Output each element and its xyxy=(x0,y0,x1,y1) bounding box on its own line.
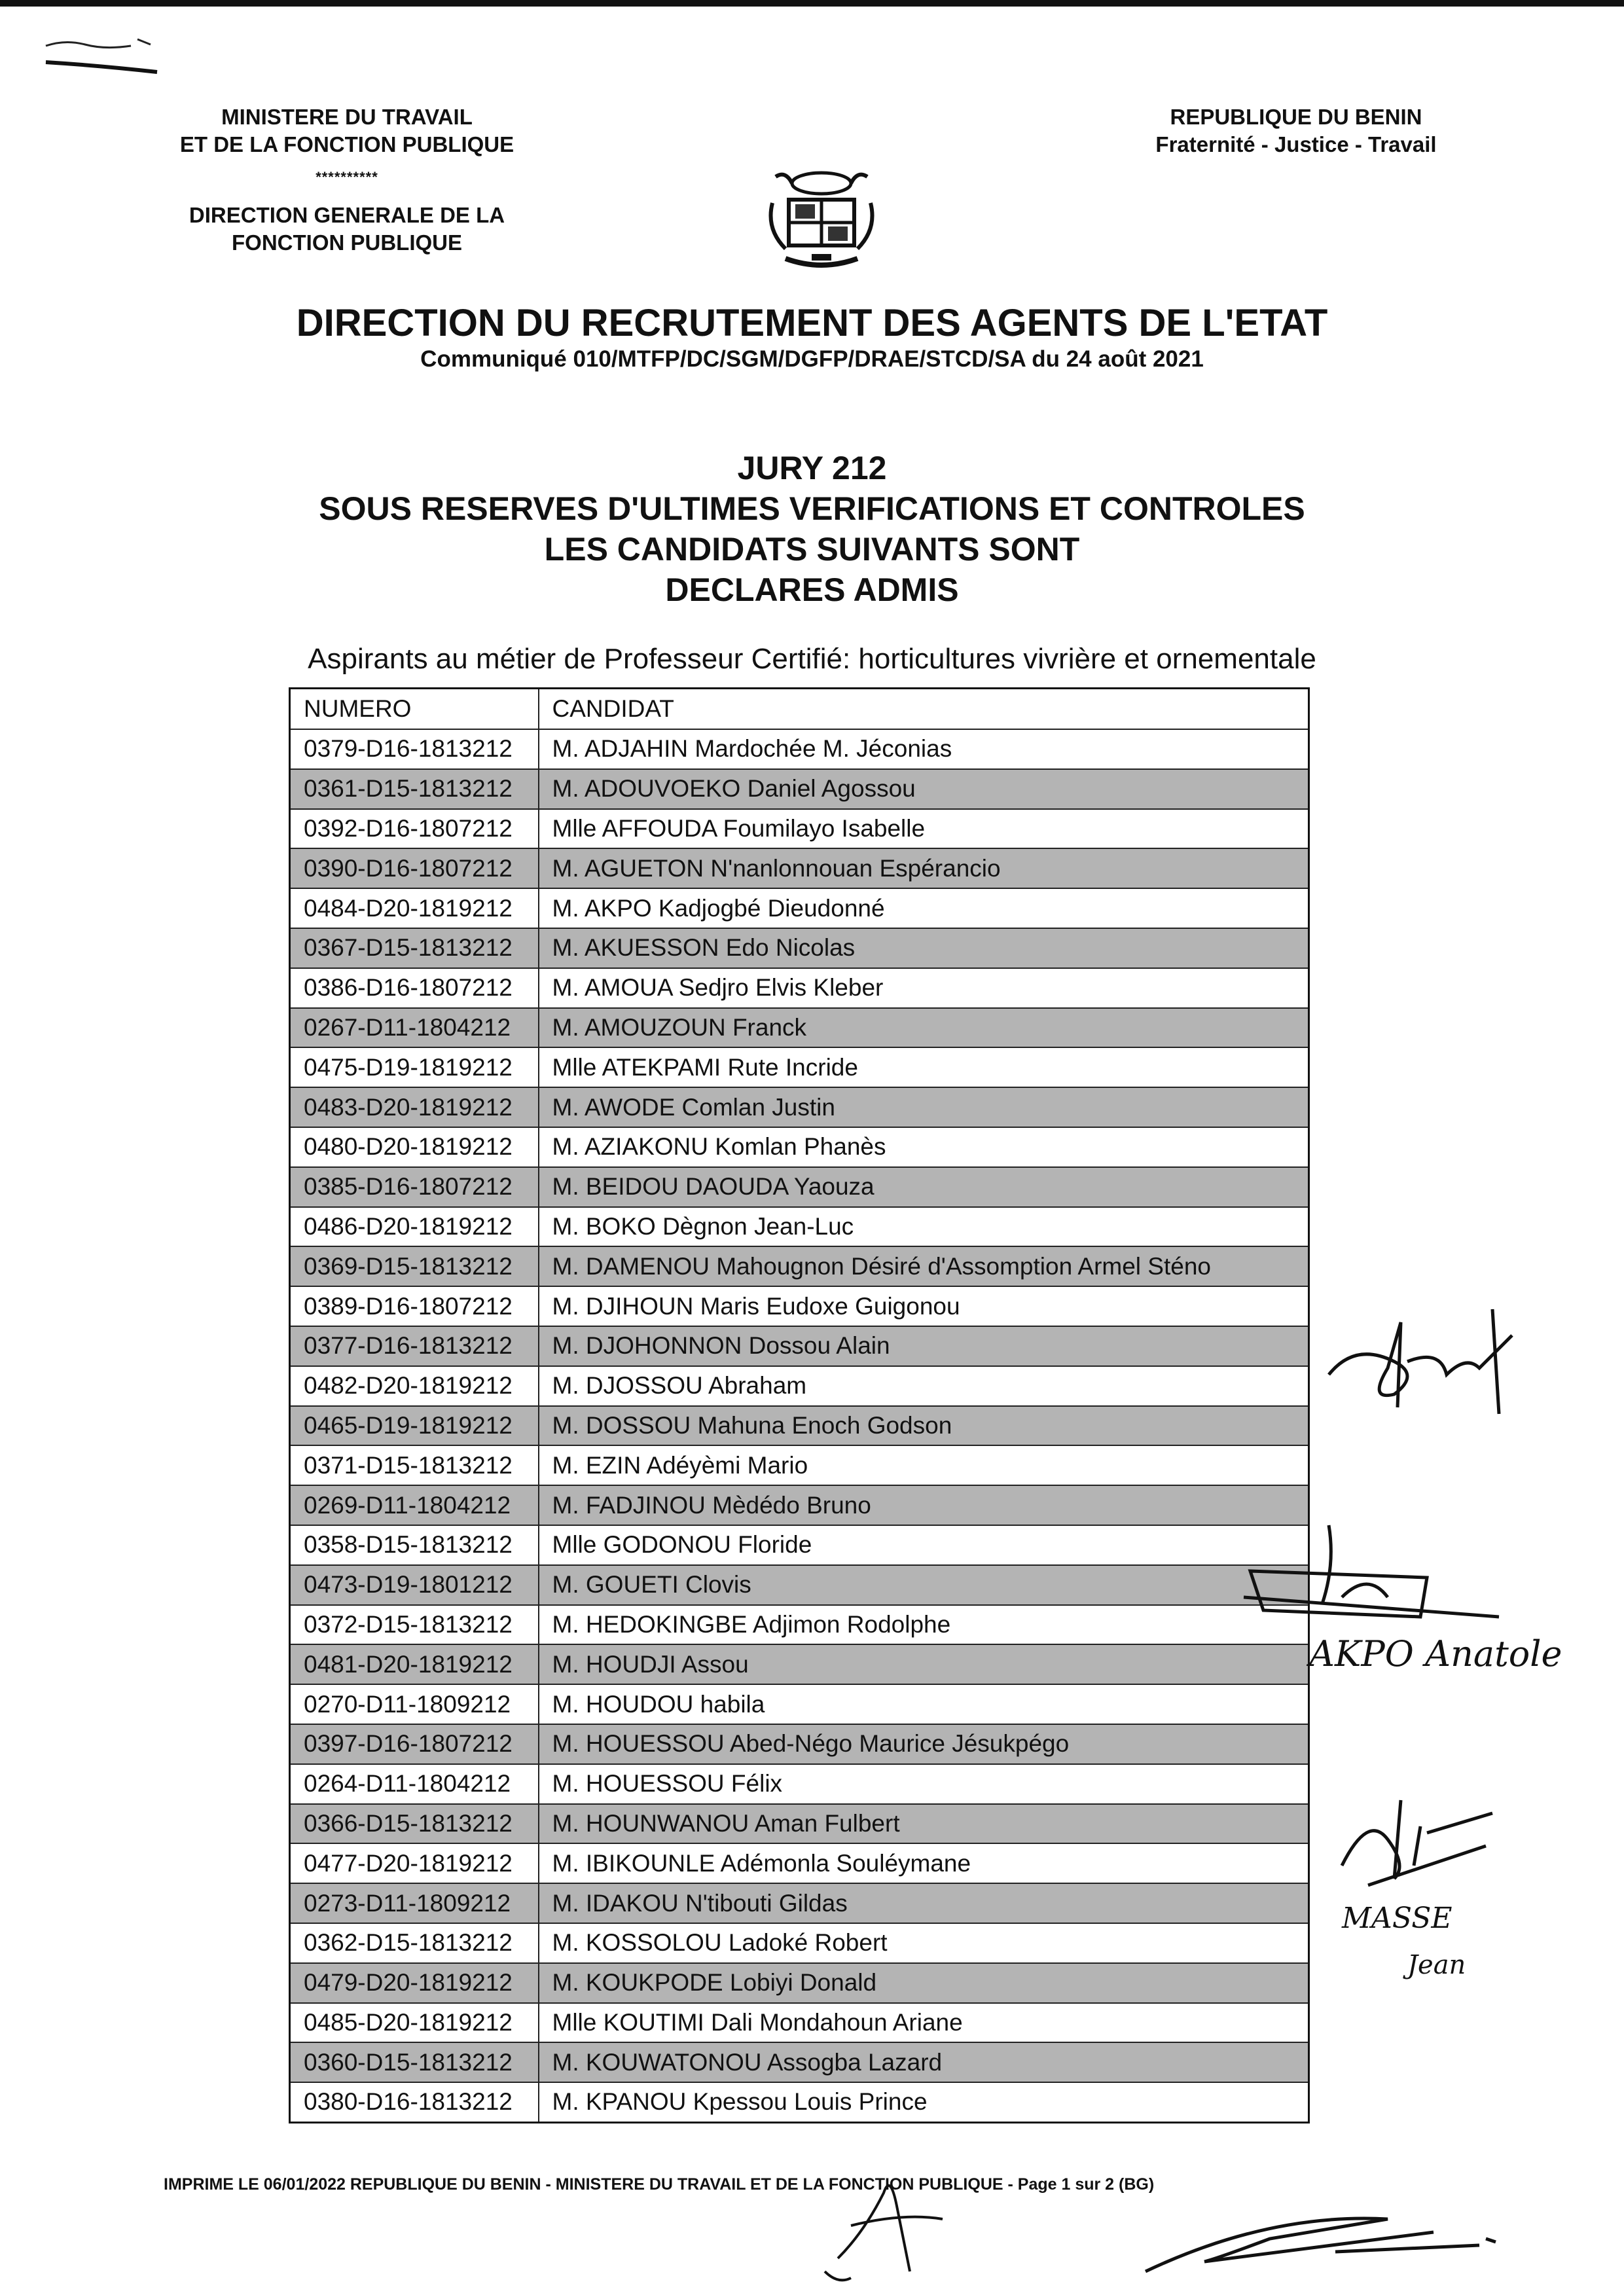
republic-motto: Fraternité - Justice - Travail xyxy=(1155,132,1437,156)
table-row xyxy=(290,928,1309,968)
candidate-name: M. FADJINOU Mèdédo Bruno xyxy=(539,1485,1309,1525)
candidate-name: M. KOUKPODE Lobiyi Donald xyxy=(539,1963,1309,2003)
candidate-number: 0482-D20-1819212 xyxy=(290,1366,539,1406)
candidate-name: M. AWODE Comlan Justin xyxy=(539,1087,1309,1127)
candidate-number: 0372-D15-1813212 xyxy=(290,1605,539,1645)
table-row xyxy=(290,1366,1309,1406)
candidate-number: 0479-D20-1819212 xyxy=(290,1963,539,2003)
republic-name: REPUBLIQUE DU BENIN xyxy=(1170,105,1422,129)
header-stars: ********** xyxy=(316,169,378,185)
table-row xyxy=(290,1525,1309,1565)
table-row xyxy=(290,809,1309,849)
candidate-number: 0385-D16-1807212 xyxy=(290,1167,539,1207)
candidate-number: 0273-D11-1809212 xyxy=(290,1883,539,1923)
table-row xyxy=(290,1843,1309,1883)
candidate-number: 0367-D15-1813212 xyxy=(290,928,539,968)
direction-generale-line-1: DIRECTION GENERALE DE LA xyxy=(189,203,505,227)
initials-icon xyxy=(812,2154,956,2285)
candidate-number: 0465-D19-1819212 xyxy=(290,1406,539,1446)
ministry-line-2: ET DE LA FONCTION PUBLIQUE xyxy=(179,132,514,156)
table-row xyxy=(290,1644,1309,1684)
ministry-header xyxy=(124,103,569,257)
candidate-name: M. HOUNWANOU Aman Fulbert xyxy=(539,1804,1309,1844)
candidate-name: M. DOSSOU Mahuna Enoch Godson xyxy=(539,1406,1309,1446)
candidate-number: 0264-D11-1804212 xyxy=(290,1764,539,1804)
candidate-number: 0484-D20-1819212 xyxy=(290,888,539,928)
candidate-number: 0389-D16-1807212 xyxy=(290,1286,539,1326)
candidate-name: M. DJOHONNON Dossou Alain xyxy=(539,1326,1309,1366)
candidate-number: 0371-D15-1813212 xyxy=(290,1445,539,1485)
table-row xyxy=(290,1605,1309,1645)
candidate-name: M. ADOUVOEKO Daniel Agossou xyxy=(539,769,1309,809)
candidate-number: 0390-D16-1807212 xyxy=(290,848,539,888)
signature-3-note-line-2: Jean xyxy=(1407,1950,1466,1980)
jury-announcement xyxy=(0,448,1624,610)
handwritten-initials-bottom xyxy=(812,2154,956,2285)
scan-pen-mark-icon xyxy=(39,26,170,79)
table-row xyxy=(290,2042,1309,2082)
table-row xyxy=(290,769,1309,809)
candidate-number: 0362-D15-1813212 xyxy=(290,1923,539,1963)
column-header-candidat: CANDIDAT xyxy=(539,689,1309,730)
table-row xyxy=(290,2082,1309,2122)
candidate-name: M. AMOUA Sedjro Elvis Kleber xyxy=(539,968,1309,1008)
signature-bottom-icon xyxy=(1139,2199,1506,2285)
table-row xyxy=(290,888,1309,928)
candidate-name: M. DJIHOUN Maris Eudoxe Guigonou xyxy=(539,1286,1309,1326)
candidate-number: 0360-D15-1813212 xyxy=(290,2042,539,2082)
print-footer: IMPRIME LE 06/01/2022 REPUBLIQUE DU BENIN - MINISTERE DU TRAVAIL ET DE LA FONCTION PUBLIQUE - Page 1 sur 2 (BG) xyxy=(164,2175,1155,2194)
table-row xyxy=(290,1963,1309,2003)
candidate-number: 0369-D15-1813212 xyxy=(290,1246,539,1286)
candidate-number: 0486-D20-1819212 xyxy=(290,1207,539,1247)
candidate-name: M. AZIAKONU Komlan Phanès xyxy=(539,1127,1309,1167)
candidate-name: Mlle ATEKPAMI Rute Incride xyxy=(539,1047,1309,1087)
candidate-number: 0480-D20-1819212 xyxy=(290,1127,539,1167)
candidate-number: 0267-D11-1804212 xyxy=(290,1008,539,1048)
candidate-number: 0386-D16-1807212 xyxy=(290,968,539,1008)
table-row xyxy=(290,1764,1309,1804)
candidate-name: M. HOUESSOU Abed-Négo Maurice Jésukpégo xyxy=(539,1724,1309,1764)
candidate-number: 0270-D11-1809212 xyxy=(290,1684,539,1724)
candidate-name: Mlle KOUTIMI Dali Mondahoun Ariane xyxy=(539,2003,1309,2043)
candidate-number: 0481-D20-1819212 xyxy=(290,1644,539,1684)
candidate-number: 0380-D16-1813212 xyxy=(290,2082,539,2122)
table-row xyxy=(290,1246,1309,1286)
candidate-number: 0473-D19-1801212 xyxy=(290,1565,539,1605)
table-row xyxy=(290,1684,1309,1724)
table-row xyxy=(290,1167,1309,1207)
candidate-number: 0358-D15-1813212 xyxy=(290,1525,539,1565)
candidate-name: M. KPANOU Kpessou Louis Prince xyxy=(539,2082,1309,2122)
candidate-name: M. HOUDJI Assou xyxy=(539,1644,1309,1684)
jury-number: JURY 212 xyxy=(737,450,887,486)
table-row xyxy=(290,729,1309,769)
candidate-number: 0377-D16-1813212 xyxy=(290,1326,539,1366)
candidate-name: M. KOSSOLOU Ladoké Robert xyxy=(539,1923,1309,1963)
table-header-row xyxy=(290,689,1309,730)
table-row xyxy=(290,1008,1309,1048)
candidate-name: M. AKUESSON Edo Nicolas xyxy=(539,928,1309,968)
table-row xyxy=(290,1883,1309,1923)
table-row xyxy=(290,1207,1309,1247)
table-row xyxy=(290,1445,1309,1485)
signature-3-icon xyxy=(1329,1787,1538,1997)
candidate-number: 0477-D20-1819212 xyxy=(290,1843,539,1883)
document-title: DIRECTION DU RECRUTEMENT DES AGENTS DE L'ETAT xyxy=(296,302,1328,344)
scan-top-border xyxy=(0,0,1624,7)
candidate-name: Mlle GODONOU Floride xyxy=(539,1525,1309,1565)
benin-coat-of-arms-icon xyxy=(759,164,884,275)
candidate-name: M. EZIN Adéyèmi Mario xyxy=(539,1445,1309,1485)
candidate-number: 0483-D20-1819212 xyxy=(290,1087,539,1127)
candidate-name: M. AMOUZOUN Franck xyxy=(539,1008,1309,1048)
candidate-number: 0475-D19-1819212 xyxy=(290,1047,539,1087)
candidate-name: Mlle AFFOUDA Foumilayo Isabelle xyxy=(539,809,1309,849)
handwritten-signature-1 xyxy=(1316,1296,1532,1420)
table-row xyxy=(290,1923,1309,1963)
job-subtitle: Aspirants au métier de Professeur Certifié: horticultures vivrière et ornementale xyxy=(308,643,1316,675)
table-row xyxy=(290,1485,1309,1525)
candidate-name: M. AGUETON N'nanlonnouan Espérancio xyxy=(539,848,1309,888)
table-row xyxy=(290,1127,1309,1167)
candidate-name: M. AKPO Kadjogbé Dieudonné xyxy=(539,888,1309,928)
table-row xyxy=(290,1286,1309,1326)
signature-2-note: AKPO Anatole xyxy=(1309,1633,1562,1674)
candidate-number: 0379-D16-1813212 xyxy=(290,729,539,769)
jury-line-2: SOUS RESERVES D'ULTIMES VERIFICATIONS ET CONTROLES xyxy=(319,490,1305,527)
candidate-name: M. BEIDOU DAOUDA Yaouza xyxy=(539,1167,1309,1207)
candidate-number: 0392-D16-1807212 xyxy=(290,809,539,849)
candidate-name: M. ADJAHIN Mardochée M. Jéconias xyxy=(539,729,1309,769)
handwritten-signature-bottom xyxy=(1139,2199,1506,2285)
direction-generale-line-2: FONCTION PUBLIQUE xyxy=(232,230,462,255)
jury-line-3: LES CANDIDATS SUIVANTS SONT xyxy=(544,531,1080,568)
candidate-name: M. KOUWATONOU Assogba Lazard xyxy=(539,2042,1309,2082)
table-row xyxy=(290,1565,1309,1605)
candidate-name: M. BOKO Dègnon Jean-Luc xyxy=(539,1207,1309,1247)
handwritten-signature-3 xyxy=(1329,1787,1538,1997)
candidate-name: M. DJOSSOU Abraham xyxy=(539,1366,1309,1406)
signature-3-note-line-1: MASSE xyxy=(1342,1902,1453,1935)
column-header-numero: NUMERO xyxy=(290,689,539,730)
admitted-candidates-table xyxy=(289,687,1310,2123)
table-row xyxy=(290,1724,1309,1764)
republic-header xyxy=(1067,103,1525,158)
table-row xyxy=(290,1087,1309,1127)
table-row xyxy=(290,968,1309,1008)
communique-reference: Communiqué 010/MTFP/DC/SGM/DGFP/DRAE/STCD/SA du 24 août 2021 xyxy=(420,346,1204,372)
jury-line-4: DECLARES ADMIS xyxy=(665,571,959,608)
table-row xyxy=(290,1406,1309,1446)
candidate-number: 0269-D11-1804212 xyxy=(290,1485,539,1525)
candidate-name: M. DAMENOU Mahougnon Désiré d'Assomption Armel Sténo xyxy=(539,1246,1309,1286)
candidate-number: 0397-D16-1807212 xyxy=(290,1724,539,1764)
candidate-name: M. IBIKOUNLE Adémonla Souléymane xyxy=(539,1843,1309,1883)
candidate-name: M. HOUESSOU Félix xyxy=(539,1764,1309,1804)
candidate-number: 0485-D20-1819212 xyxy=(290,2003,539,2043)
candidate-number: 0366-D15-1813212 xyxy=(290,1804,539,1844)
table-row xyxy=(290,2003,1309,2043)
candidate-name: M. GOUETI Clovis xyxy=(539,1565,1309,1605)
handwritten-signature-2 xyxy=(1224,1525,1562,1676)
ministry-line-1: MINISTERE DU TRAVAIL xyxy=(221,105,473,129)
candidate-number: 0361-D15-1813212 xyxy=(290,769,539,809)
candidate-name: M. HOUDOU habila xyxy=(539,1684,1309,1724)
table-row xyxy=(290,848,1309,888)
candidate-name: M. IDAKOU N'tibouti Gildas xyxy=(539,1883,1309,1923)
signature-1-icon xyxy=(1316,1296,1532,1420)
signature-2-icon xyxy=(1224,1525,1562,1676)
table-row xyxy=(290,1804,1309,1844)
table-row xyxy=(290,1047,1309,1087)
table-row xyxy=(290,1326,1309,1366)
candidate-name: M. HEDOKINGBE Adjimon Rodolphe xyxy=(539,1605,1309,1645)
